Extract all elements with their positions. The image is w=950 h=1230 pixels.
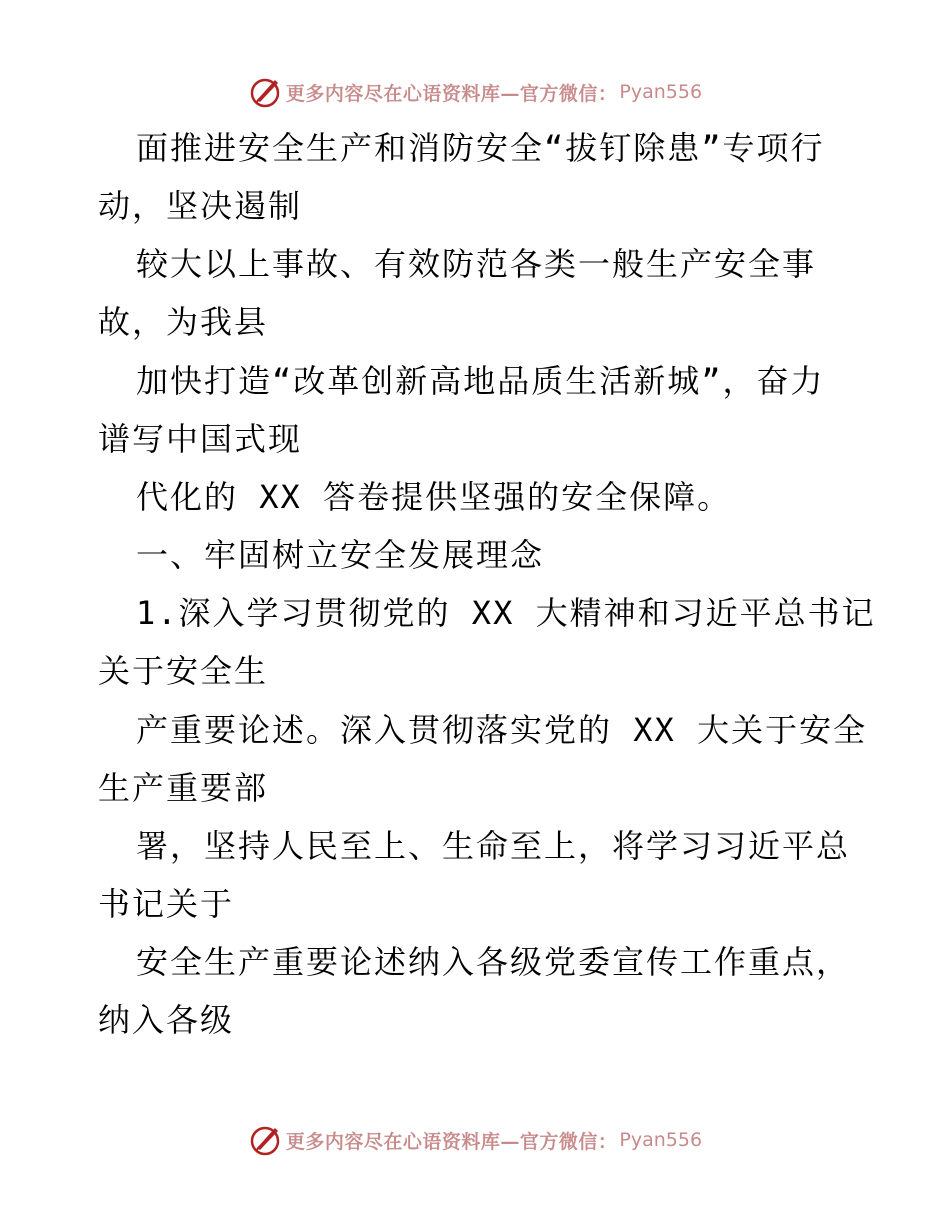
text-line: 署，坚持人民至上、生命至上，将学习习近平总 <box>136 827 851 865</box>
text-line: 纳入各级 <box>98 1001 235 1039</box>
banner-wechat-id: Pyan556 <box>619 1129 703 1151</box>
section-heading: 一、牢固树立安全发展理念 <box>136 536 545 574</box>
text-line: 产重要论述。深入贯彻落实党的 XX 大关于安全 <box>136 711 868 749</box>
text-line: 1.深入学习贯彻党的 XX 大精神和习近平总书记 <box>136 594 876 632</box>
header-banner <box>0 72 950 112</box>
banner-wechat-id: Pyan556 <box>619 81 703 103</box>
text-line: 加快打造“改革创新高地品质生活新城”，奋力 <box>136 362 825 400</box>
text-line: 生产重要部 <box>98 769 269 807</box>
text-line: 关于安全生 <box>98 652 269 690</box>
text-line: 谱写中国式现 <box>98 420 303 458</box>
text-line: 动，坚决遏制 <box>98 187 303 225</box>
banner-text: 更多内容尽在心语资料库—官方微信： <box>285 82 618 105</box>
text-line: 书记关于 <box>98 885 235 923</box>
quill-logo-icon <box>248 74 284 110</box>
quill-logo-icon <box>248 1122 284 1158</box>
text-line: 安全生产重要论述纳入各级党委宣传工作重点， <box>136 943 851 981</box>
text-line: 面推进安全生产和消防安全“拔钉除患”专项行 <box>136 129 825 167</box>
banner-text: 更多内容尽在心语资料库—官方微信： <box>285 1130 618 1153</box>
text-line: 代化的 XX 答卷提供坚强的安全保障。 <box>136 478 732 516</box>
text-line: 较大以上事故、有效防范各类一般生产安全事 <box>136 245 817 283</box>
footer-banner <box>0 1120 950 1160</box>
text-line: 故，为我县 <box>98 303 269 341</box>
